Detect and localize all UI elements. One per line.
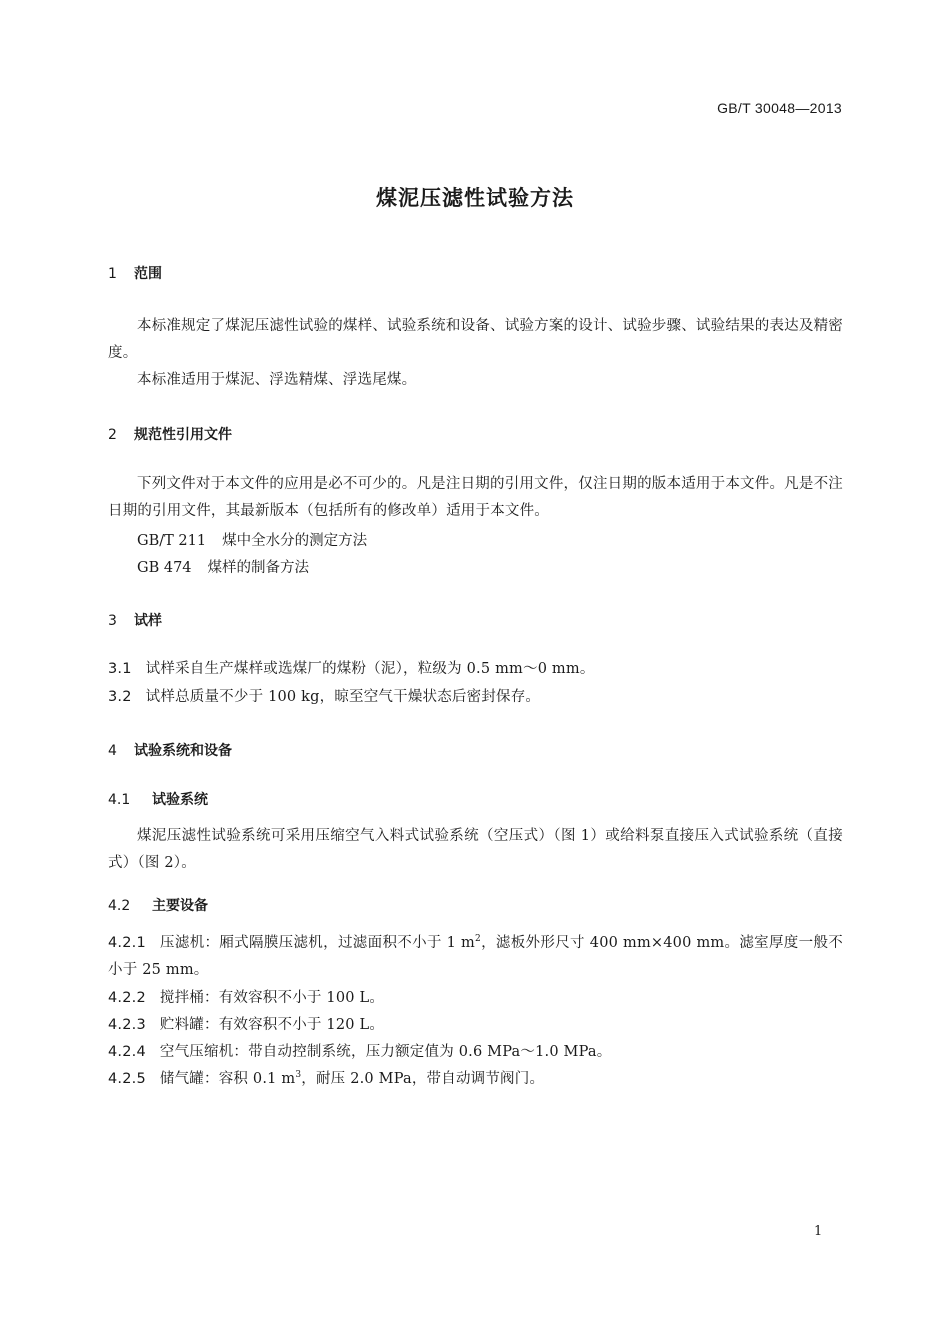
clause-text: 储气罐：容积 0.1 m: [159, 1071, 296, 1087]
clause-text: 搅拌桶：有效容积不小于 100 L。: [159, 990, 385, 1006]
section-1-paragraph-1: 本标准规定了煤泥压滤性试验的煤样、试验系统和设备、试验方案的设计、试验步骤、试验结果的表达及精密度。: [108, 318, 843, 361]
normative-reference: [137, 556, 309, 577]
reference-code: GB 474: [137, 560, 192, 576]
clause-number: 4.2.5: [108, 1071, 146, 1087]
clause-number: 4.2.4: [108, 1044, 146, 1060]
section-1-paragraph-2: 本标准适用于煤泥、浮选精煤、浮选尾煤。: [137, 372, 417, 388]
clause-item: [108, 656, 843, 683]
superscript: 3: [295, 1070, 302, 1081]
clause-text-cont: ，耐压 2.0 MPa，带自动调节阀门。: [301, 1071, 545, 1087]
equipment-item: [108, 930, 843, 984]
clause-item: [108, 684, 843, 711]
clause-number: 4.2.1: [108, 935, 146, 951]
subsection-title: 试验系统: [152, 792, 208, 808]
standard-number: GB/T 30048—2013: [717, 100, 842, 116]
equipment-item: [108, 985, 843, 1012]
subsection-title: 主要设备: [152, 898, 208, 914]
section-number: 4: [108, 743, 117, 759]
section-2-paragraph-1: 下列文件对于本文件的应用是必不可少的。凡是注日期的引用文件，仅注日期的版本适用于本文件。凡是不注日期的引用文件，其最新版本（包括所有的修改单）适用于本文件。: [108, 476, 843, 519]
equipment-item: [108, 1066, 843, 1093]
subsection-4-1-heading: [108, 789, 208, 809]
clause-number: 4.2.3: [108, 1017, 146, 1033]
subsection-number: 4.2: [108, 898, 131, 914]
subsection-number: 4.1: [108, 792, 131, 808]
clause-number: 4.2.2: [108, 990, 146, 1006]
document-title: 煤泥压滤性试验方法: [376, 186, 574, 210]
section-number: 2: [108, 427, 117, 443]
normative-reference: [137, 529, 367, 550]
section-number: 3: [108, 613, 117, 629]
subsection-4-1-paragraph: 煤泥压滤性试验系统可采用压缩空气入料式试验系统（空压式）（图 1）或给料泵直接压入式试验系统（直接式）（图 2）。: [108, 828, 843, 871]
reference-code: GB/T 211: [137, 533, 207, 549]
clause-number: 3.1: [108, 661, 132, 677]
reference-title: 煤中全水分的测定方法: [222, 533, 368, 549]
clause-text: 空气压缩机：带自动控制系统，压力额定值为 0.6 MPa～1.0 MPa。: [159, 1044, 612, 1060]
page-number: 1: [814, 1224, 823, 1239]
clause-number: 3.2: [108, 689, 132, 705]
section-1-heading: [108, 263, 162, 283]
clause-text: 压滤机：厢式隔膜压滤机，过滤面积不小于 1 m: [159, 935, 475, 951]
section-2-heading: [108, 424, 232, 444]
superscript: 2: [475, 934, 481, 945]
clause-text-cont: ，滤板外形尺寸 400 mm×400 mm。滤室厚度一般不小于 25 mm。: [108, 935, 843, 978]
section-3-heading: [108, 610, 162, 630]
equipment-item: [108, 1039, 843, 1066]
clause-text: 试样总质量不少于 100 kg，晾至空气干燥状态后密封保存。: [145, 689, 541, 705]
section-title: 试验系统和设备: [134, 743, 232, 759]
section-title: 规范性引用文件: [134, 427, 232, 443]
section-title: 试样: [134, 613, 162, 629]
clause-text: 试样采自生产煤样或选煤厂的煤粉（泥），粒级为 0.5 mm～0 mm。: [145, 661, 595, 677]
subsection-4-2-heading: [108, 895, 208, 915]
section-4-heading: [108, 740, 232, 760]
equipment-item: [108, 1012, 843, 1039]
section-number: 1: [108, 266, 117, 282]
reference-title: 煤样的制备方法: [207, 560, 310, 576]
section-title: 范围: [134, 266, 162, 282]
clause-text: 贮料罐：有效容积不小于 120 L。: [159, 1017, 385, 1033]
